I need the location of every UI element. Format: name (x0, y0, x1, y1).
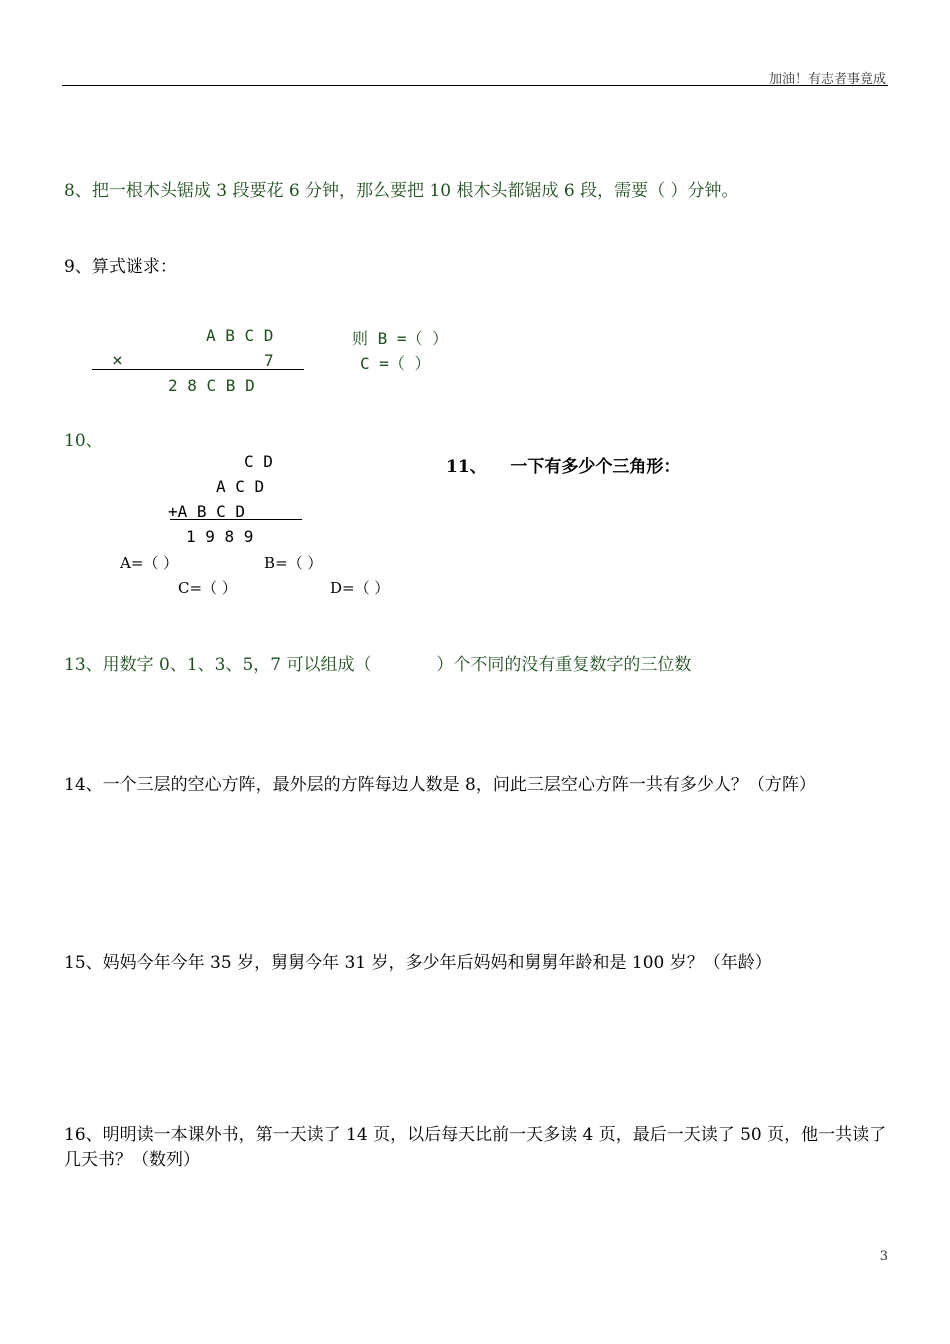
q10-addend-1: C D (244, 452, 273, 471)
q10-answer-a: A=（ ） (120, 554, 179, 572)
question-8: 8、把一根木头锯成 3 段要花 6 分钟，那么要把 10 根木头都锯成 6 段，需要（ ）分钟。 (64, 181, 739, 201)
q10-sum: 1 9 8 9 (186, 527, 254, 546)
q9-product: 2 8 C B D (168, 376, 255, 395)
header-divider (62, 85, 888, 86)
question-15: 15、妈妈今年今年 35 岁，舅舅今年 31 岁，多少年后妈妈和舅舅年龄和是 100 岁？（年龄） (64, 953, 772, 973)
question-11: 11、 一下有多少个三角形： (446, 457, 681, 477)
question-10-title: 10、 (64, 431, 103, 451)
q9-multiplicand: A B C D (206, 326, 274, 345)
q9-answer-c: C =（ ） (360, 354, 431, 373)
q10-addend-3: +A B C D (168, 502, 246, 521)
page-number: 3 (879, 1249, 888, 1264)
q9-result-rule (92, 369, 304, 370)
question-9-title: 9、算式谜求： (64, 257, 177, 277)
header-motto: 加油！有志者事竟成 (768, 72, 886, 87)
q10-answer-d: D=（ ） (330, 579, 390, 597)
question-16: 16、明明读一本课外书，第一天读了 14 页，以后每天比前一天多读 4 页，最后一天读了 50 页，他一共读了几天书？（数列） (64, 1125, 887, 1170)
q9-multiply-sign: × (112, 350, 123, 371)
question-14: 14、一个三层的空心方阵，最外层的方阵每边人数是 8，问此三层空心方阵一共有多少人？（方阵） (64, 775, 816, 795)
q9-multiplier: 7 (264, 351, 274, 370)
q10-sum-rule (170, 519, 302, 520)
q9-answer-b: 则 B =（ ） (352, 329, 449, 348)
q10-answer-b: B=（ ） (264, 554, 323, 572)
q10-addend-2: A C D (216, 477, 265, 496)
question-13: 13、用数字 0、1、3、5，7 可以组成（ ）个不同的没有重复数字的三位数 (64, 655, 692, 675)
q10-answer-c: C=（ ） (178, 579, 237, 597)
